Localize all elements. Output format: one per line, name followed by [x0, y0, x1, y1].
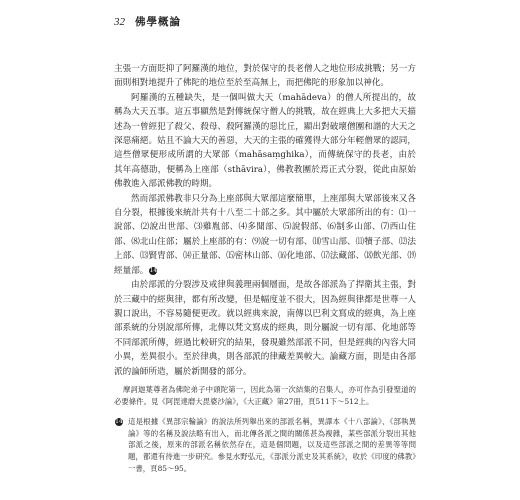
footnote-continuation: 摩訶迦葉尊者為佛陀弟子中頭陀第一，因此為第一次結集的召集人，亦可作為引發聖道的必要條件。見《阿毘達磨大毘婆沙論》，《大正藏》第27冊，頁511下～512上。	[114, 385, 416, 406]
paragraph: 阿羅漢的五種缺失，是一個叫做大天（mahādeva）的僧人所提出的，故稱為大天五事。這五事顯然是對傳統保守僧人的挑戰，故在經典上大多把大天描述為一曾經犯了殺父、殺母、殺阿羅漢的惡比丘，顯出對破壞僧團和諧的大天之深惡痛絕。姑且不論大天的善惡，大天的主張的確獲得大部分年輕僧眾的認同，這些僧眾便形成所謂的大眾部（mahāsaṃghika），而傳統保守的長老，由於其年高德劭，便稱為上座部（sthāvira），佛教教團於焉正式分裂，從此由原始佛教進入部派佛教的時期。	[114, 92, 416, 190]
footnote-marker[interactable]: 14	[149, 266, 158, 274]
paragraph: 主張一方面貶抑了阿羅漢的地位，對於保守的長老僧人之地位形成挑戰；另一方面則相對地提升了佛陀的地位至於至高無上，而把佛陀的形象加以神化。	[114, 64, 416, 89]
footnotes	[114, 384, 416, 474]
footnote-marker: 14	[115, 418, 123, 426]
page-number: 32	[114, 16, 125, 28]
running-title: 佛學概論	[135, 16, 181, 28]
paragraph: 由於部派的分裂涉及戒律與義理兩個層面，是故各部派為了捍衛其主張，對於三藏中的經與律，都有所改變，但是幅度並不很大，因為經與律都是世尊一人親口說出，不容易隨便更改。就以經典來說，南傳以巴利文寫成的經典，為上座部系統的分別說部所傳，北傳以梵文寫成的經典，則分屬說一切有部、化地部等不同部派所傳，經過比較研究的結果，發現雖然部派不同，但是經典的內容大同小異，差異很小。至於律典，則各部派的律藏差異較大。論藏方面，則是由各部派的論師所造，屬於新開發的部分。	[114, 280, 416, 377]
footnote-item	[114, 416, 416, 474]
paragraph	[114, 192, 416, 278]
footnote-text: 這是根據《異部宗輪論》的說法所列舉出來的部派名稱，異譯本《十八部論》、《部執異論》等的名稱及說法略有出入，而北傳各派之間的關係甚為複雜，某些部派分裂出其他部派之後，原來的部派名稱依然存在，這是個問題，以及這些部派之間的差異等等問題，都還有待進一步研究。參見水野弘元，《部派分派史及其系統》，收於《印度的佛教》一書，頁85～95。	[128, 417, 416, 473]
body-text	[114, 62, 416, 379]
paragraph-text: 然而部派佛教非只分為上座部與大眾部這麼簡單，上座部與大眾部後來又各自分裂，根據後來統計共有十八至二十部之多。其中屬於大眾部所出的有：⑴一說部、⑵說出世部、⑶雞胤部、⑷多聞部、⑸說假部、⑹制多山部、⑺西山住部、⑻北山住部；屬於上座部的有：⑼說一切有部、⑽雪山部、⑾犢子部、⑿法上部、⒀賢胄部、⒁正量部、⒂密林山部、⒃化地部、⒄法藏部、⒅飲光部、⒆經量部。	[114, 193, 416, 276]
running-header	[114, 14, 181, 29]
